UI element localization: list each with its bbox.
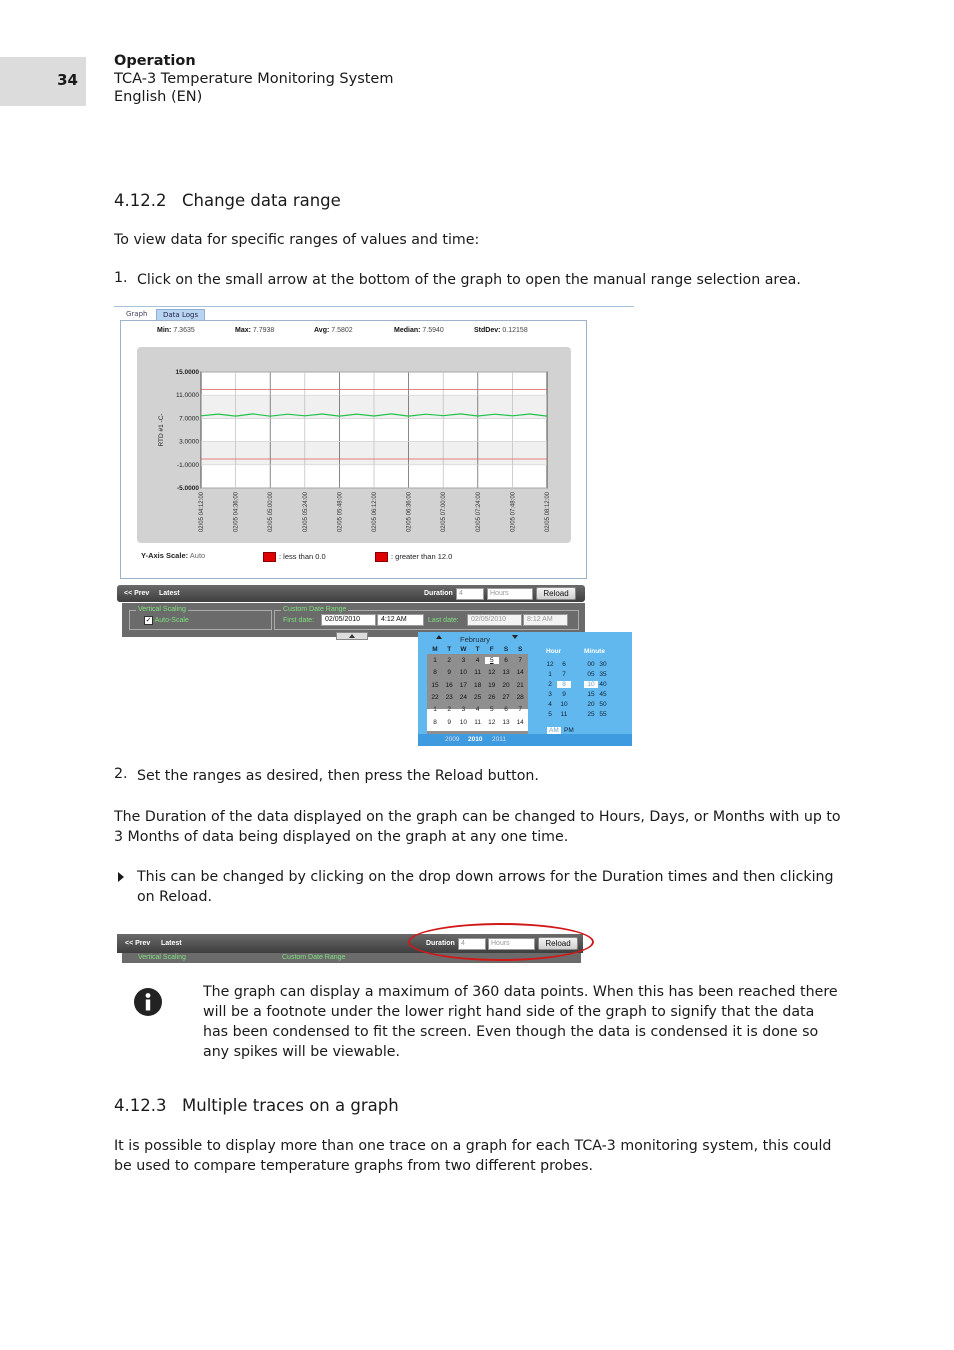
section-title-2: Multiple traces on a graph (182, 1096, 399, 1115)
y-tick-label: 11.0000 (175, 392, 199, 400)
multiple-traces-paragraph: It is possible to display more than one trace on a graph for each TCA-3 monitoring system, this could be used to compare temperature graphs from two different probes. (114, 1138, 832, 1174)
vertical-scaling-legend-2: Vertical Scaling (138, 954, 186, 961)
legend-low-swatch (263, 552, 276, 562)
y-axis-scale: Y-Axis Scale: Auto (141, 551, 206, 560)
reload-button[interactable]: Reload (536, 587, 576, 600)
calendar-day[interactable]: 11 (474, 669, 481, 677)
x-tick-label: 02/05 04:36:00 (233, 492, 240, 533)
stat-median: Median: 7.5940 (394, 327, 444, 334)
calendar-day[interactable]: 12 (488, 718, 496, 726)
tab-graph[interactable]: Graph (126, 310, 148, 318)
hour-option[interactable]: 5 (548, 711, 552, 718)
y-tick-label: -5.0000 (176, 485, 199, 492)
bullet-arrow-icon (118, 872, 124, 882)
calendar-day[interactable]: 24 (459, 693, 467, 701)
duration-label: Duration (424, 590, 453, 597)
stat-min: Min: 7.3635 (157, 327, 195, 334)
calendar-day[interactable]: 9 (447, 718, 451, 726)
first-date-label: First date: (283, 617, 315, 624)
calendar-day[interactable]: 18 (473, 681, 482, 689)
header-language: English (EN) (114, 89, 203, 105)
calendar-day[interactable]: 28 (516, 693, 524, 701)
graph-panel (120, 320, 587, 579)
calendar-day[interactable]: 13 (502, 718, 510, 726)
weekday-header: S (503, 646, 509, 653)
info-icon (133, 987, 163, 1017)
calendar-day[interactable]: 23 (445, 693, 453, 701)
calendar-day[interactable]: 9 (447, 669, 451, 677)
section-heading-4-12-3 (114, 1096, 399, 1115)
minute-option[interactable]: 05 (587, 671, 595, 678)
auto-scale-checkbox[interactable]: ✓ (145, 617, 152, 624)
latest-link-2[interactable]: Latest (161, 940, 182, 947)
y-tick-label: -1.0000 (176, 461, 199, 469)
calendar-day[interactable]: 8 (433, 718, 437, 726)
section-number: 4.12.2 (114, 191, 167, 210)
hour-option[interactable]: 8 (557, 681, 571, 688)
calendar-day[interactable]: 11 (474, 718, 481, 726)
weekday-header: W (460, 646, 467, 653)
weekday-header: M (432, 646, 438, 653)
x-tick-label: 02/05 07:00:00 (441, 492, 448, 533)
intro-paragraph: To view data for specific ranges of values and time: (114, 232, 480, 248)
calendar-day[interactable]: 7 (518, 657, 522, 664)
hour-option[interactable]: 6 (562, 661, 566, 668)
hour-option[interactable]: 10 (560, 701, 568, 708)
y-tick-label: 7.0000 (179, 415, 199, 423)
custom-date-range-group (274, 606, 579, 630)
duration-label-2: Duration (426, 940, 455, 947)
minute-option[interactable]: 25 (587, 711, 595, 718)
tab-data-logs[interactable]: Data Logs (156, 309, 205, 322)
minute-option[interactable]: 50 (599, 701, 607, 708)
header-product: TCA-3 Temperature Monitoring System (114, 71, 394, 87)
temperature-chart (121, 321, 586, 578)
duration-unit-select-2[interactable]: Hours (488, 938, 535, 950)
x-tick-label: 02/05 05:24:00 (302, 492, 309, 533)
vertical-scaling-legend: Vertical Scaling (138, 606, 186, 613)
reload-button-2[interactable]: Reload (538, 937, 578, 950)
calendar-month: February (460, 635, 491, 644)
calendar-day[interactable]: 3 (461, 706, 466, 714)
x-tick-label: 02/05 05:00:00 (268, 492, 275, 533)
duration-value-select[interactable]: 4 (456, 588, 484, 600)
prev-month-icon (436, 635, 442, 639)
minute-option[interactable]: 40 (599, 681, 607, 688)
calendar-day[interactable]: 6 (504, 657, 508, 664)
am-option[interactable]: AM (549, 727, 559, 734)
prev-link-2[interactable]: << Prev (125, 940, 151, 947)
duration-value-select-2[interactable]: 4 (458, 938, 486, 950)
calendar-day[interactable]: 13 (502, 669, 510, 677)
section-number-2: 4.12.3 (114, 1096, 167, 1115)
legend-low: : less than 0.0 (263, 552, 326, 562)
y-tick-label: 15.0000 (175, 369, 199, 376)
step-2-marker: 2. (114, 766, 128, 782)
auto-scale-label: Auto-Scale (154, 617, 189, 624)
year-2010[interactable]: 2010 (468, 736, 483, 743)
minute-option[interactable]: 20 (587, 701, 595, 708)
calendar-day[interactable]: 16 (445, 681, 453, 689)
calendar-day[interactable]: 15 (431, 681, 439, 689)
y-tick-label: 3.0000 (179, 438, 199, 446)
x-tick-label: 02/05 06:12:00 (372, 492, 378, 533)
minute-option[interactable]: 00 (587, 661, 595, 668)
stat-avg: Avg: 7.5802 (314, 327, 353, 334)
duration-paragraph: The Duration of the data displayed on the graph can be changed to Hours, Days, or Months with up to 3 Months of data being displayed on the graph at any one time. (114, 809, 841, 845)
calendar-day[interactable]: 4 (475, 657, 480, 664)
minute-option[interactable]: 55 (599, 711, 607, 718)
minute-option[interactable]: 30 (599, 661, 607, 668)
calendar-day[interactable]: 19 (488, 681, 496, 689)
x-tick-label: 02/05 05:48:00 (337, 492, 344, 533)
year-bar (418, 734, 632, 746)
x-tick-label: 02/05 08:12:00 (545, 492, 551, 533)
calendar-day[interactable]: 12 (488, 669, 496, 677)
calendar-day[interactable]: 27 (502, 693, 510, 701)
x-tick-label: 02/05 07:24:00 (475, 492, 482, 533)
last-time-input[interactable]: 8:12 AM (523, 614, 568, 626)
calendar-day[interactable]: 2 (447, 706, 451, 714)
x-tick-label: 02/05 06:36:00 (406, 492, 413, 533)
graph-toolbar (117, 585, 585, 602)
last-date-input[interactable]: 02/05/2010 (467, 614, 522, 626)
calendar-day[interactable]: 5 (485, 657, 499, 664)
step-1-text: Click on the small arrow at the bottom of the graph to open the manual range selection area. (137, 272, 801, 288)
hour-option[interactable]: 3 (548, 691, 552, 698)
hour-label: Hour (546, 648, 562, 655)
calendar-day[interactable]: 10 (459, 669, 467, 677)
hour-option[interactable]: 7 (562, 671, 566, 678)
x-tick-label: 02/05 04:12:00 (199, 492, 205, 533)
section-heading-4-12-2 (114, 191, 341, 210)
calendar-day[interactable]: 14 (516, 669, 524, 677)
weekday-header: S (518, 646, 523, 653)
latest-link[interactable]: Latest (159, 590, 180, 597)
x-tick-label: 02/05 07:48:00 (510, 492, 517, 533)
pm-option[interactable]: PM (564, 727, 574, 734)
stat-max: Max: 7.7938 (235, 327, 275, 334)
calendar-day[interactable]: 1 (433, 657, 437, 664)
custom-date-range-legend: Custom Date Range (283, 606, 347, 613)
hour-option[interactable]: 2 (548, 681, 552, 688)
duration-unit-select[interactable]: Hours (487, 588, 533, 600)
legend-high: : greater than 12.0 (375, 552, 452, 562)
calendar-day[interactable]: 26 (488, 693, 496, 701)
minute-label: Minute (584, 648, 605, 655)
minute-option[interactable]: 10 (584, 681, 598, 688)
note-text: The graph can display a maximum of 360 data points. When this has been reached there will be a footnote under the lower right hand side of the graph to signify that the data has been condensed to fit the screen. Even though the data is condensed it is done so any spikes will be viewable. (203, 984, 838, 1060)
calendar-day[interactable]: 25 (473, 693, 482, 701)
page-number: 34 (57, 71, 78, 89)
year-2009[interactable]: 2009 (445, 736, 460, 743)
calendar-day[interactable]: 22 (431, 693, 439, 701)
calendar-day[interactable]: 2 (447, 657, 451, 664)
hour-option[interactable]: 11 (560, 711, 568, 718)
bullet-text: This can be changed by clicking on the drop down arrows for the Duration times and then clicking on Reload. (137, 869, 834, 905)
calendar-day[interactable]: 4 (475, 706, 480, 714)
first-time-input[interactable]: 4:12 AM (377, 614, 424, 626)
calendar-day[interactable]: 10 (459, 718, 467, 726)
minute-option[interactable]: 35 (599, 671, 607, 678)
calendar-day[interactable]: 7 (518, 706, 522, 714)
graph-tabs (114, 306, 634, 321)
hour-option[interactable]: 12 (546, 661, 554, 668)
calendar-day[interactable]: 8 (433, 669, 437, 677)
header-section: Operation (114, 53, 196, 69)
calendar-day[interactable]: 14 (516, 718, 524, 726)
hour-option[interactable]: 1 (548, 671, 552, 678)
weekday-header: T (447, 646, 452, 653)
section-title: Change data range (182, 191, 341, 210)
hour-option[interactable]: 9 (562, 691, 566, 698)
calendar-day[interactable]: 20 (502, 681, 510, 689)
year-2011[interactable]: 2011 (492, 736, 506, 743)
minute-option[interactable]: 45 (599, 691, 607, 698)
highlight-ellipse (408, 923, 594, 961)
prev-link[interactable]: << Prev (124, 590, 150, 597)
step-2-text: Set the ranges as desired, then press the Reload button. (137, 768, 539, 784)
calendar-day[interactable]: 17 (459, 681, 467, 689)
y-axis-label: RTD #1 -C- (158, 413, 165, 447)
first-date-input[interactable]: 02/05/2010 (321, 614, 376, 626)
calendar-day[interactable]: 3 (461, 657, 466, 664)
minute-option[interactable]: 15 (587, 691, 595, 698)
last-date-label: Last date: (428, 617, 459, 624)
vertical-scaling-group (129, 606, 272, 630)
step-1-marker: 1. (114, 270, 128, 286)
date-picker-popup (418, 632, 632, 746)
calendar-day[interactable]: 6 (504, 706, 508, 714)
custom-date-range-legend-2: Custom Date Range (282, 954, 346, 961)
auto-scale-option[interactable] (144, 616, 189, 625)
stat-stddev: StdDev: 0.12158 (474, 327, 528, 334)
weekday-header: T (475, 646, 480, 653)
weekday-header: F (489, 646, 494, 653)
calendar-day[interactable]: 21 (516, 681, 524, 689)
hour-option[interactable]: 4 (548, 701, 552, 708)
arrow-up-icon (337, 633, 367, 639)
calendar-day[interactable]: 1 (433, 706, 437, 714)
legend-high-swatch (375, 552, 388, 562)
running-header (114, 52, 393, 106)
range-toggle-arrow[interactable] (336, 632, 368, 640)
calendar-day[interactable]: 5 (489, 706, 494, 714)
next-month-icon (512, 635, 518, 639)
